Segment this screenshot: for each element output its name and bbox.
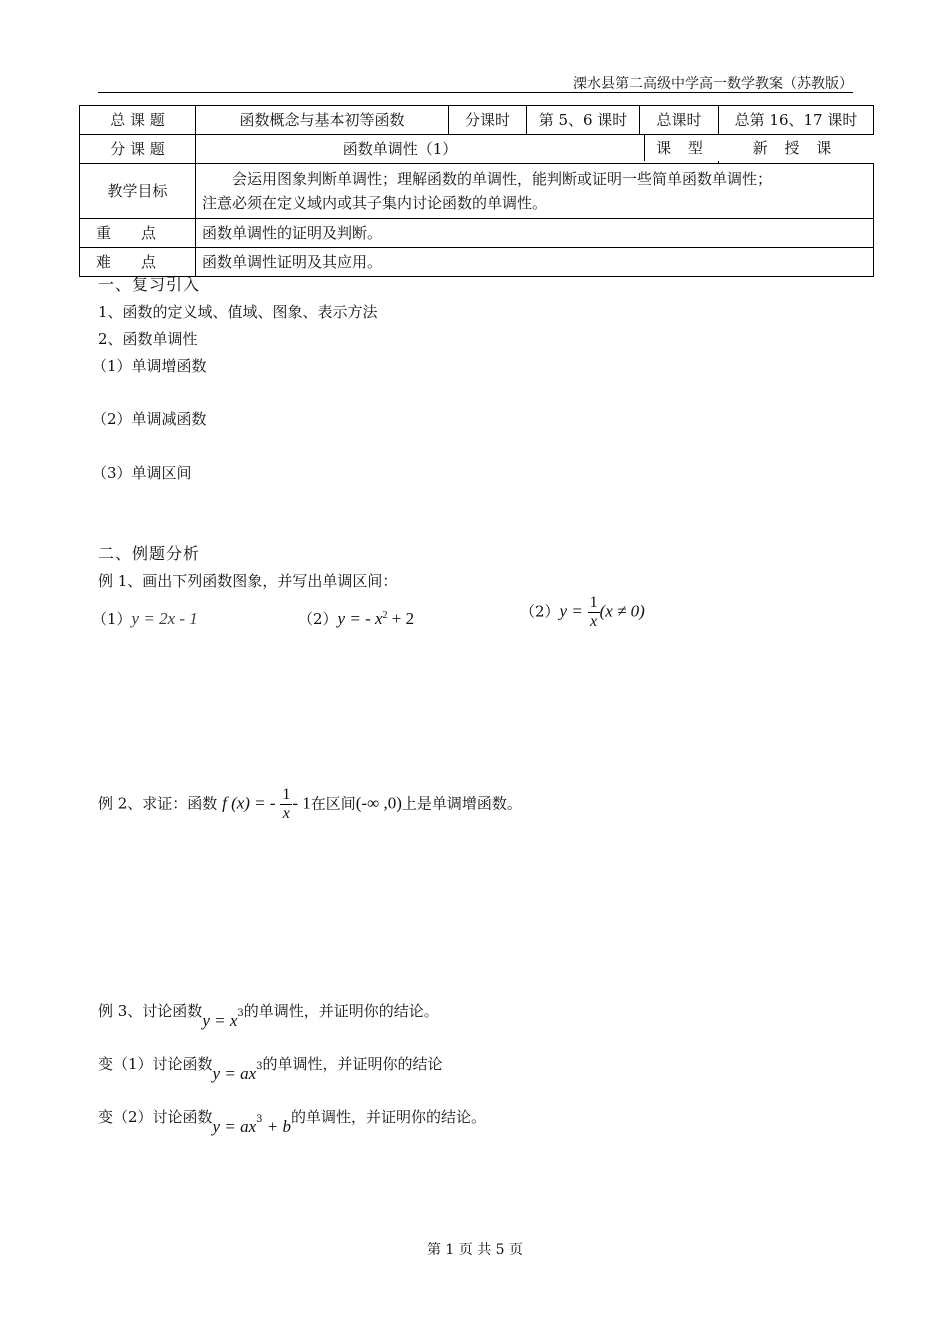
type-value: 新 授 课: [752, 139, 838, 157]
objective-line-2: 注意必须在定义域内或其子集内讨论函数的单调性。: [202, 194, 548, 212]
section-title: 二、例题分析: [98, 544, 201, 563]
formula: y = - x: [337, 609, 383, 628]
variant-1: [98, 1053, 443, 1083]
section-title: 一、复习引入: [98, 275, 201, 294]
formula: y = 2x - 1: [131, 609, 198, 628]
exponent: 3: [256, 1061, 263, 1072]
review-sub-1: （1）单调增函数: [92, 357, 207, 375]
example-1-part-2: [298, 608, 414, 629]
table-row: [80, 106, 874, 135]
exponent: 3: [256, 1114, 263, 1125]
objective-line-1: 会运用图象判断单调性；理解函数的单调性，能判断或证明一些简单函数单调性；: [232, 170, 773, 188]
numerator: 1: [589, 594, 598, 611]
formula: f (x) = -: [222, 793, 276, 813]
value-cell: 函数单调性的证明及判断。: [196, 219, 874, 248]
label-cell: 总 课 题: [80, 106, 196, 135]
value-cell: 函数概念与基本初等函数: [196, 106, 449, 135]
review-item-2: 2、函数单调性: [98, 330, 198, 348]
formula: + b: [262, 1117, 291, 1136]
example-1-part-1: [92, 608, 198, 629]
label-cell: 难 点: [80, 248, 196, 277]
lesson-info-table: [79, 105, 874, 277]
variant-1-suffix: 的单调性，并证明你的结论: [262, 1055, 443, 1073]
example-2-middle: 在区间: [310, 794, 356, 813]
label-cell: 教学目标: [80, 164, 196, 219]
value-cell: 第 5、6 课时: [527, 106, 640, 135]
part-label: （2）: [520, 602, 560, 621]
denominator: x: [590, 613, 598, 630]
variant-2-suffix: 的单调性，并证明你的结论。: [290, 1108, 486, 1126]
example-2: [98, 786, 522, 823]
formula: + 2: [387, 609, 415, 628]
part-label: （1）: [92, 610, 132, 628]
exponent: 3: [237, 1008, 244, 1019]
label-cell: 分课时: [449, 106, 527, 135]
subtopic-text: 函数单调性（1）: [342, 140, 458, 158]
header-title: 溧水县第二高级中学高一数学教案（苏教版）: [573, 76, 853, 92]
exponent: 2: [382, 610, 388, 621]
type-label: 课 型: [656, 139, 709, 157]
value-cell: 函数单调性证明及其应用。: [196, 248, 874, 277]
type-value-cell: [720, 135, 870, 161]
review-item-1: 1、函数的定义域、值域、图象、表示方法: [98, 303, 378, 321]
type-label-cell: [644, 135, 721, 161]
variant-2-prefix: 变（2）讨论函数: [98, 1108, 213, 1126]
example-2-suffix: 上是单调增函数。: [401, 794, 522, 813]
fraction: [588, 594, 600, 631]
formula: y = x: [202, 1011, 238, 1030]
formula: - 1: [292, 793, 311, 813]
value-cell: 总第 16、17 课时: [719, 106, 874, 135]
value-cell: [196, 164, 874, 219]
page-number: 第 1 页 共 5 页: [426, 1242, 524, 1258]
review-sub-2: （2）单调减函数: [92, 410, 207, 428]
example-1-text: 例 1、画出下列函数图象，并写出单调区间：: [98, 572, 398, 590]
numerator: 1: [282, 786, 291, 803]
table-row: [80, 164, 874, 219]
formula: y =: [559, 601, 583, 621]
page-footer: [0, 1239, 950, 1259]
label-cell: 总课时: [640, 106, 719, 135]
label-cell: 分 课 题: [80, 135, 196, 164]
label-cell: 重 点: [80, 219, 196, 248]
page-header: [98, 72, 853, 93]
table-row: [80, 219, 874, 248]
variant-2: [98, 1106, 486, 1136]
interval: (-∞ ,0): [355, 793, 402, 813]
denominator: x: [282, 805, 290, 822]
example-3-prefix: 例 3、讨论函数: [98, 1002, 203, 1020]
part-label: （2）: [298, 610, 338, 628]
example-2-prefix: 例 2、求证：函数: [98, 794, 218, 813]
formula: (x ≠ 0): [599, 601, 645, 621]
fraction: [280, 786, 292, 823]
example-1-part-3: [520, 594, 645, 631]
formula: y = ax: [212, 1064, 257, 1083]
value-cell: [196, 135, 719, 164]
example-3-suffix: 的单调性，并证明你的结论。: [243, 1002, 439, 1020]
example-3: [98, 1000, 439, 1030]
review-sub-3: （3）单调区间: [92, 464, 192, 482]
variant-1-prefix: 变（1）讨论函数: [98, 1055, 213, 1073]
formula: y = ax: [212, 1117, 257, 1136]
